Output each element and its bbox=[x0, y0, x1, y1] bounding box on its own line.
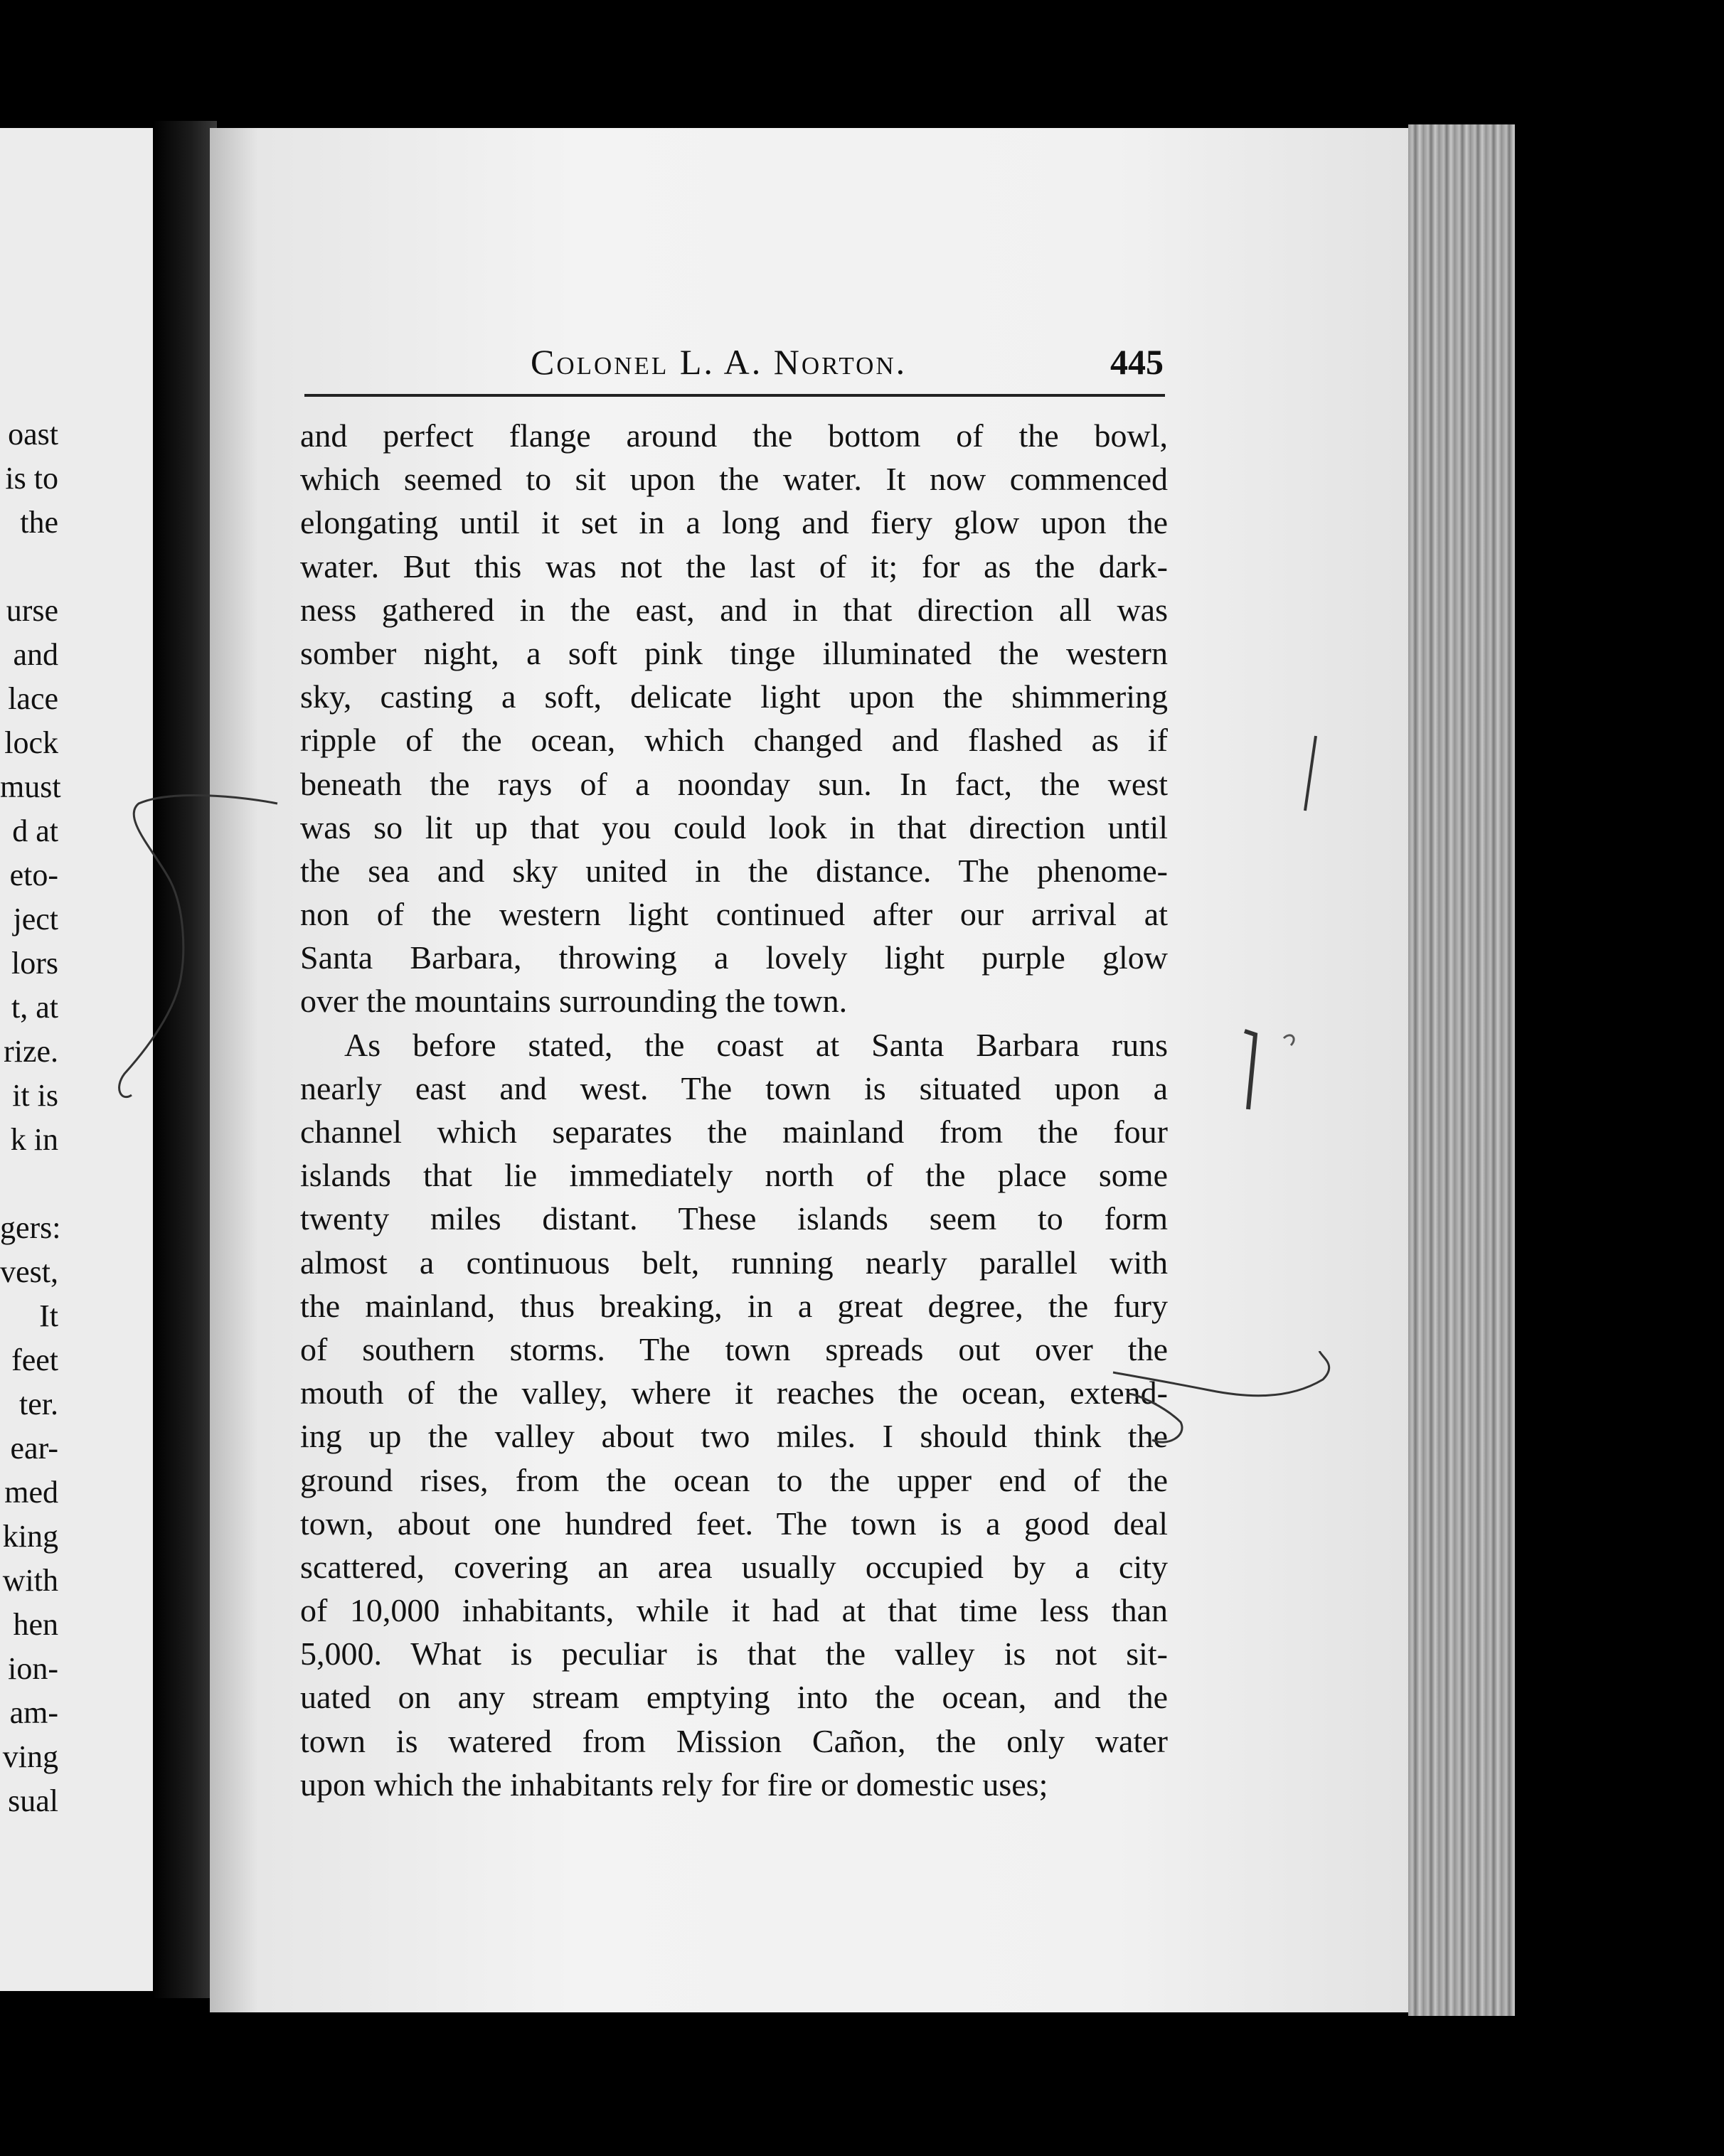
pen-mark-margin-2 bbox=[1298, 732, 1326, 818]
text-line: nearly east and west. The town is situated upon a bbox=[300, 1069, 1168, 1106]
text-line: uated on any stream emptying into the ocean, and the bbox=[300, 1679, 1168, 1716]
text-line: channel which separates the mainland from the four bbox=[300, 1114, 1168, 1150]
facing-page-line: d at bbox=[12, 813, 58, 848]
running-head: Colonel L. A. Norton. bbox=[531, 342, 908, 382]
text-line: and perfect flange around the bottom of the bowl, bbox=[300, 417, 1168, 454]
facing-page-line: med bbox=[4, 1475, 58, 1510]
text-line: elongating until it set in a long and fiery glow upon the bbox=[300, 504, 1168, 541]
facing-page-line: feet bbox=[11, 1343, 58, 1377]
text-line: of southern storms. The town spreads out over the bbox=[300, 1330, 1168, 1367]
text-line: ness gathered in the east, and in that direction all was bbox=[300, 591, 1168, 628]
facing-page-line: lors bbox=[11, 946, 58, 981]
text-line: non of the western light continued after our arrival at bbox=[300, 896, 1168, 933]
facing-page-line: and bbox=[13, 637, 58, 672]
text-line: upon which the inhabitants rely for fire or domestic uses; bbox=[300, 1766, 1048, 1803]
pen-scribble-right bbox=[1110, 1351, 1337, 1465]
facing-page-line: it is bbox=[12, 1078, 58, 1113]
text-line: scattered, covering an area usually occupied by a city bbox=[300, 1548, 1168, 1585]
facing-page-line: with bbox=[2, 1563, 58, 1598]
text-line: was so lit up that you could look in that direction until bbox=[300, 808, 1168, 845]
text-line: 5,000. What is peculiar is that the valley is not sit- bbox=[300, 1635, 1168, 1672]
facing-page-line: It bbox=[39, 1298, 58, 1333]
text-line: water. But this was not the last of it; for as the dark- bbox=[300, 548, 1168, 585]
facing-page-line: oast bbox=[8, 417, 58, 452]
facing-page-line: rize. bbox=[4, 1034, 58, 1069]
facing-page-line: king bbox=[2, 1519, 58, 1554]
facing-page-line: eto- bbox=[9, 858, 58, 892]
facing-page-line bbox=[0, 1162, 58, 1206]
facing-page-line: t, at bbox=[11, 990, 58, 1025]
text-line: the sea and sky united in the distance. The phenome- bbox=[300, 852, 1168, 889]
page-header bbox=[304, 334, 1165, 398]
facing-page-line: ion- bbox=[8, 1651, 58, 1686]
facing-page-line: k in bbox=[10, 1122, 58, 1157]
text-line: town, about one hundred feet. The town is a good deal bbox=[300, 1505, 1168, 1542]
text-line: Santa Barbara, throwing a lovely light purple glow bbox=[300, 939, 1168, 976]
facing-page-line: vest, bbox=[0, 1254, 58, 1289]
text-line: mouth of the valley, where it reaches the ocean, extend- bbox=[300, 1375, 1168, 1411]
facing-page-line: am- bbox=[9, 1695, 58, 1730]
page-number: 445 bbox=[1110, 342, 1164, 382]
facing-page-line: ject bbox=[13, 902, 58, 936]
text-line: twenty miles distant. These islands seem to form bbox=[300, 1200, 1168, 1237]
facing-page-line: ving bbox=[2, 1739, 58, 1774]
facing-page-text bbox=[0, 412, 61, 1823]
text-line: somber night, a soft pink tinge illuminated the western bbox=[300, 634, 1168, 671]
text-line: beneath the rays of a noonday sun. In fact, the west bbox=[300, 765, 1168, 802]
header-rule bbox=[304, 394, 1165, 397]
body-text bbox=[300, 414, 1168, 1806]
facing-page-line: gers: bbox=[0, 1210, 61, 1245]
facing-page-line bbox=[0, 545, 58, 589]
text-line: sky, casting a soft, delicate light upon the shimmering bbox=[300, 678, 1168, 715]
text-line: islands that lie immediately north of the place some bbox=[300, 1157, 1168, 1194]
text-line: of 10,000 inhabitants, while it had at that time less than bbox=[300, 1592, 1168, 1629]
text-line: ripple of the ocean, which changed and flashed as if bbox=[300, 722, 1168, 759]
facing-page-line: hen bbox=[13, 1607, 58, 1642]
facing-page-line: urse bbox=[6, 593, 58, 628]
facing-page-line: must bbox=[0, 769, 61, 804]
text-line: over the mountains surrounding the town. bbox=[300, 983, 848, 1020]
facing-page-line: lace bbox=[8, 681, 58, 716]
facing-page-line: lock bbox=[4, 725, 58, 760]
text-line: which seemed to sit upon the water. It now commenced bbox=[300, 461, 1168, 498]
text-line: almost a continuous belt, running nearly parallel with bbox=[300, 1244, 1168, 1281]
facing-page-line: is to bbox=[5, 461, 58, 496]
pen-scribble-left bbox=[114, 789, 299, 1145]
text-line: ing up the valley about two miles. I should think the bbox=[300, 1418, 1168, 1455]
pen-mark-margin bbox=[1234, 1024, 1305, 1116]
text-line: the mainland, thus breaking, in a great degree, the fury bbox=[300, 1287, 1168, 1324]
text-line: town is watered from Mission Cañon, the only water bbox=[300, 1722, 1168, 1759]
text-line: As before stated, the coast at Santa Barbara runs bbox=[344, 1026, 1168, 1063]
facing-page-line: sual bbox=[8, 1783, 58, 1818]
page-edges bbox=[1408, 124, 1515, 2016]
facing-page-line: ter. bbox=[19, 1387, 58, 1421]
facing-page-line: the bbox=[20, 505, 58, 540]
facing-page-line: ear- bbox=[10, 1431, 58, 1466]
text-line: ground rises, from the ocean to the upper end of the bbox=[300, 1461, 1168, 1498]
